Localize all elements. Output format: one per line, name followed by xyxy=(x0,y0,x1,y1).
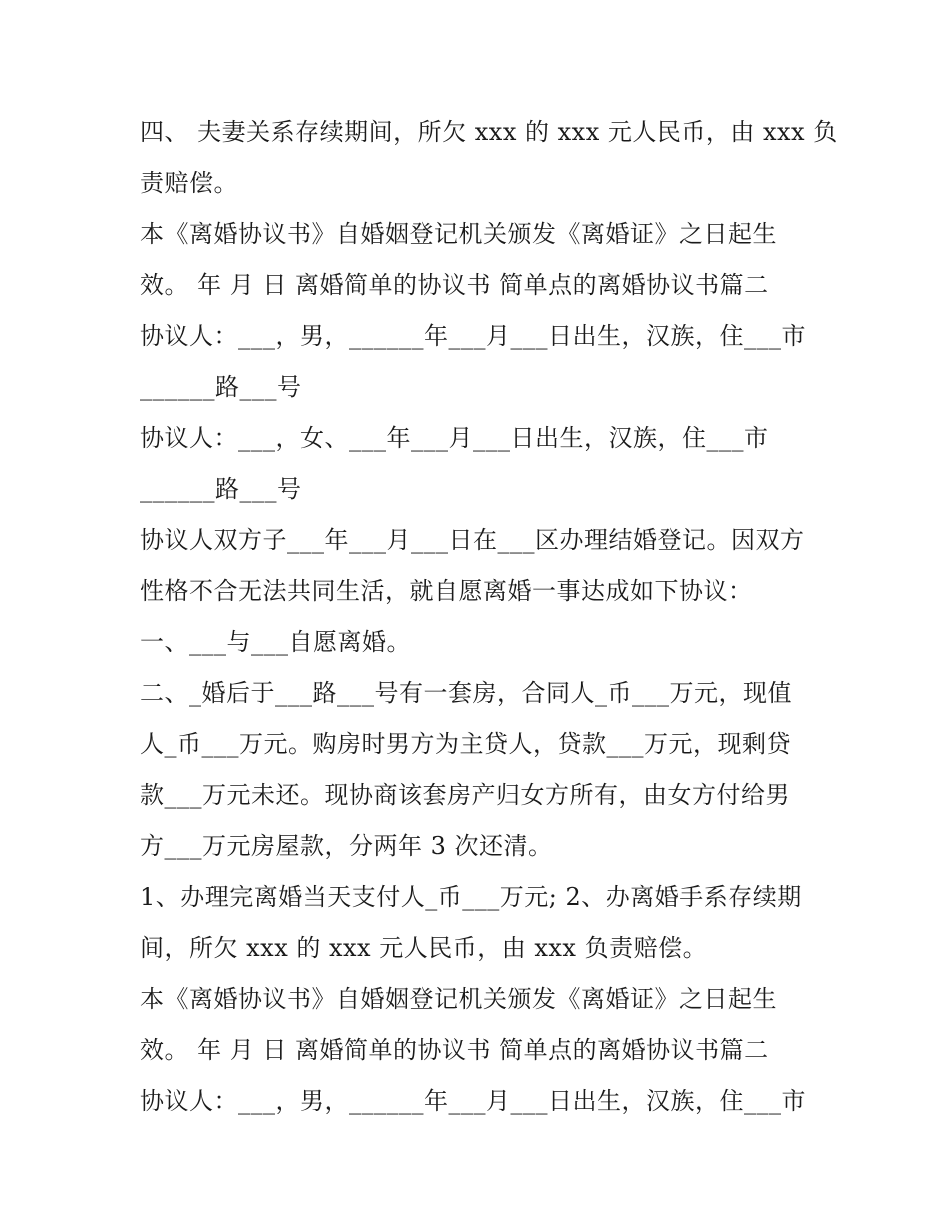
text-line: 四、 夫妻关系存续期间，所欠 xxx 的 xxx 元人民币，由 xxx 负 xyxy=(140,118,838,146)
text-line: 责赔偿。 xyxy=(140,169,238,197)
text-line: 人_币___万元。购房时男方为主贷人，贷款___万元，现剩贷 xyxy=(140,730,791,758)
text-line: 协议人双方子___年___月___日在___区办理结婚登记。因双方 xyxy=(140,526,805,554)
text-line: 协议人：___，男，______年___月___日出生，汉族，住___市 xyxy=(140,1087,806,1115)
text-line: 一、___与___自愿离婚。 xyxy=(140,628,411,656)
text-line: 方___万元房屋款，分两年 3 次还清。 xyxy=(140,832,553,860)
text-line: 效。 年 月 日 离婚简单的协议书 简单点的离婚协议书篇二 xyxy=(140,271,769,299)
text-line: 效。 年 月 日 离婚简单的协议书 简单点的离婚协议书篇二 xyxy=(140,1036,769,1064)
text-line: 本《离婚协议书》自婚姻登记机关颁发《离婚证》之日起生 xyxy=(140,220,777,248)
text-line: ______路___号 xyxy=(140,373,302,401)
text-line: 1、办理完离婚当天支付人_币___万元; 2、办离婚手系存续期 xyxy=(140,883,802,911)
text-line: 协议人：___，女、___年___月___日出生，汉族，住___市 xyxy=(140,424,769,452)
text-line: 款___万元未还。现协商该套房产归女方所有，由女方付给男 xyxy=(140,781,790,809)
document-body xyxy=(140,107,838,1127)
text-line: 二、_婚后于___路___号有一套房，合同人_币___万元，现值 xyxy=(140,679,792,707)
text-line: 本《离婚协议书》自婚姻登记机关颁发《离婚证》之日起生 xyxy=(140,985,777,1013)
text-line: 协议人：___，男，______年___月___日出生，汉族，住___市 xyxy=(140,322,806,350)
text-line: 间，所欠 xxx 的 xxx 元人民币，由 xxx 负责赔偿。 xyxy=(140,934,708,962)
text-line: ______路___号 xyxy=(140,475,302,503)
text-line: 性格不合无法共同生活，就自愿离婚一事达成如下协议： xyxy=(140,577,753,605)
